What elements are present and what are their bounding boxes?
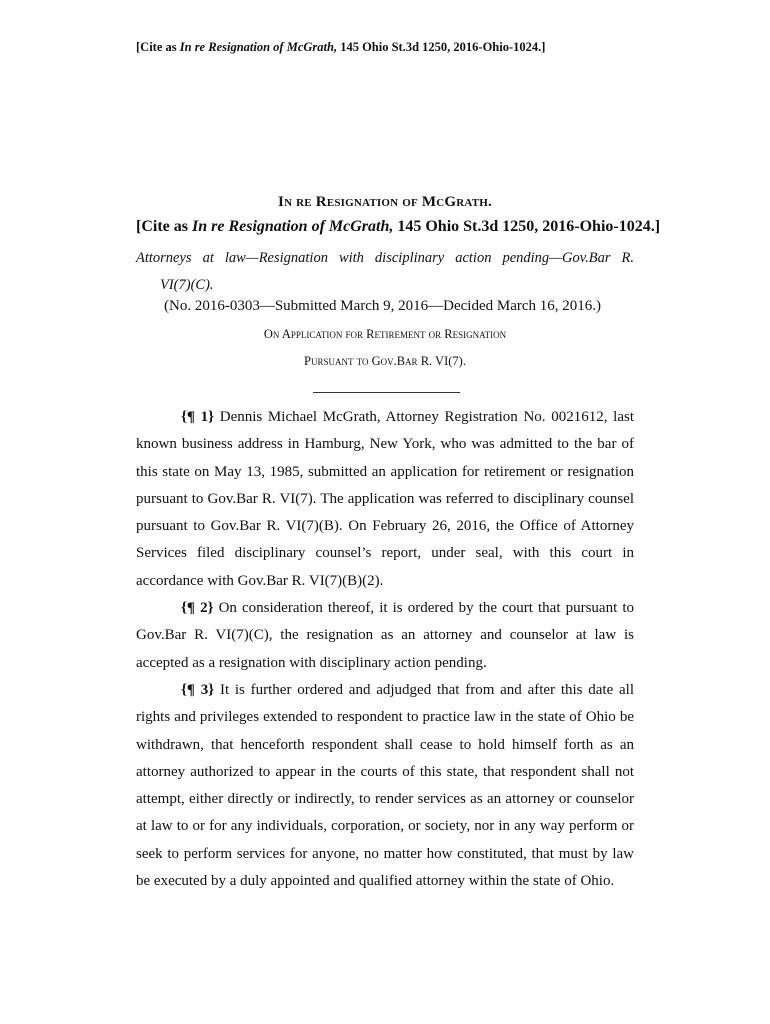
syllabus-line-2: VI(7)(C). — [160, 277, 214, 293]
caption-citation — [136, 218, 660, 236]
opinion-body — [136, 404, 634, 895]
application-heading-line-1: On Application for Retirement or Resignation — [263, 327, 507, 341]
paragraph-3 — [136, 677, 634, 895]
case-title: In re Resignation of McGrath. — [278, 194, 492, 210]
paragraph-marker: {¶ 1} — [181, 409, 215, 425]
running-head-prefix: [Cite as — [136, 40, 180, 54]
section-divider — [313, 392, 460, 393]
paragraph-1 — [136, 404, 634, 595]
paragraph-marker: {¶ 2} — [181, 600, 214, 617]
caption-cite-prefix: [Cite as — [136, 218, 192, 235]
paragraph-2 — [136, 595, 634, 677]
syllabus-line-1: Attorneys at law—Resignation with disciplinary action pending—Gov.Bar R. — [136, 250, 634, 266]
caption-cite-case-name: In re Resignation of McGrath, — [191, 218, 394, 235]
paragraph-text: On consideration thereof, it is ordered by the court that pursuant to Gov.Bar R. VI(7)(C), the resignation as an attorney and counselor at law is accepted as a resignation with disciplinary action pending. — [136, 600, 634, 671]
running-head-citation-text: 145 Ohio St.3d 1250, 2016-Ohio-1024.] — [337, 40, 546, 54]
paragraph-marker: {¶ 3} — [181, 681, 215, 698]
application-heading-line-2: Pursuant to Gov.Bar R. VI(7). — [304, 354, 466, 368]
syllabus-headnote — [136, 245, 634, 299]
running-head-citation — [136, 40, 545, 55]
running-head-case-name: In re Resignation of McGrath, — [179, 40, 338, 54]
paragraph-text: It is further ordered and adjudged that from and after this date all rights and privileges extended to respondent to practice law in the state of Ohio be withdrawn, that henceforth respondent shall cease to hold himself forth as an attorney authorized to appear in the courts of this state, that respondent shall not attempt, either directly or indirectly, to render services as an attorney or counselor at law to or for any individuals, corporation, or society, nor in any way perform or seek to perform services for anyone, no matter how constituted, that must by law be executed by a duly appointed and qualified attorney within the state of Ohio. — [136, 681, 634, 890]
caption-cite-citation: 145 Ohio St.3d 1250, 2016-Ohio-1024.] — [393, 218, 661, 235]
docket-line: (No. 2016-0303—Submitted March 9, 2016—Decided March 16, 2016.) — [164, 298, 602, 314]
paragraph-text: Dennis Michael McGrath, Attorney Registration No. 0021612, last known business address in Hamburg, New York, who was admitted to the bar of this state on May 13, 1985, submitted an application for retirement or resignation pursuant to Gov.Bar R. VI(7). The application was referred to disciplinary counsel pursuant to Gov.Bar R. VI(7)(B). On February 26, 2016, the Office of Attorney Services filed disciplinary counsel’s report, under seal, with this court in accordance with Gov.Bar R. VI(7)(B)(2). — [136, 409, 634, 589]
